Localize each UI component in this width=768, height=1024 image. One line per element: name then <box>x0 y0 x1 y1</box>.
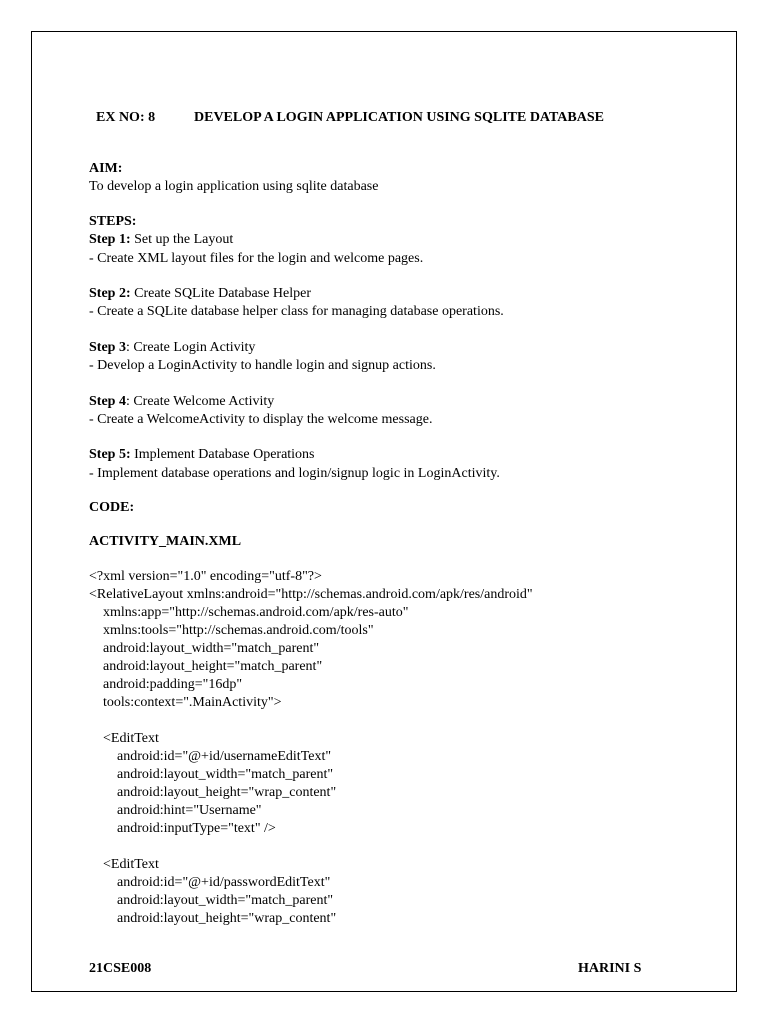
code-line: <RelativeLayout xmlns:android="http://schemas.android.com/apk/res/android" <box>89 587 533 602</box>
step-label: Step 3 <box>89 340 126 355</box>
footer-student-name: HARINI S <box>578 961 642 976</box>
code-line: android:layout_height="wrap_content" <box>89 785 337 800</box>
step-title-text: : Create Welcome Activity <box>125 394 275 409</box>
code-line: xmlns:tools="http://schemas.android.com/tools" <box>89 623 374 638</box>
exercise-title: DEVELOP A LOGIN APPLICATION USING SQLITE DATABASE <box>194 110 604 125</box>
code-line: android:padding="16dp" <box>89 677 243 692</box>
code-file-name: ACTIVITY_MAIN.XML <box>89 534 242 549</box>
code-line: android:layout_width="match_parent" <box>89 893 334 908</box>
aim-text: To develop a login application using sqlite database <box>89 179 379 194</box>
exercise-number: EX NO: 8 <box>96 110 156 125</box>
footer-roll-number: 21CSE008 <box>89 961 152 976</box>
exercise-header <box>89 94 604 126</box>
step-title-text: Create SQLite Database Helper <box>130 286 311 301</box>
code-line: tools:context=".MainActivity"> <box>89 695 282 710</box>
step-detail: - Create XML layout files for the login and welcome pages. <box>89 251 424 266</box>
code-line: android:layout_width="match_parent" <box>89 767 334 782</box>
step-detail: - Create a SQLite database helper class for managing database operations. <box>89 304 504 319</box>
step-title <box>89 446 315 464</box>
code-line-blank <box>89 712 533 730</box>
step-title <box>89 231 233 249</box>
step-title <box>89 393 274 411</box>
step-detail: - Create a WelcomeActivity to display the welcome message. <box>89 412 433 427</box>
code-line: android:id="@+id/usernameEditText" <box>89 749 332 764</box>
step-detail: - Implement database operations and login/signup logic in LoginActivity. <box>89 466 500 481</box>
code-block <box>89 568 533 928</box>
code-heading: CODE: <box>89 500 135 515</box>
step-label: Step 5: <box>89 447 131 462</box>
code-line: <EditText <box>89 731 159 746</box>
aim-heading: AIM: <box>89 161 123 176</box>
step-label: Step 1: <box>89 232 131 247</box>
code-line: <?xml version="1.0" encoding="utf-8"?> <box>89 569 322 584</box>
code-line: android:layout_width="match_parent" <box>89 641 320 656</box>
step-title <box>89 285 311 303</box>
code-line: android:hint="Username" <box>89 803 262 818</box>
step-label: Step 4 <box>89 394 126 409</box>
code-line: xmlns:app="http://schemas.android.com/apk/res-auto" <box>89 605 409 620</box>
step-title <box>89 339 255 357</box>
steps-heading: STEPS: <box>89 214 137 229</box>
code-line: android:inputType="text" /> <box>89 821 276 836</box>
step-label: Step 2: <box>89 286 131 301</box>
step-title-text: : Create Login Activity <box>125 340 256 355</box>
step-title-text: Implement Database Operations <box>130 447 315 462</box>
code-line-blank <box>89 838 533 856</box>
code-line: android:layout_height="match_parent" <box>89 659 323 674</box>
code-line: <EditText <box>89 857 159 872</box>
code-line: android:layout_height="wrap_content" <box>89 911 337 926</box>
step-detail: - Develop a LoginActivity to handle login and signup actions. <box>89 358 436 373</box>
code-line: android:id="@+id/passwordEditText" <box>89 875 331 890</box>
step-title-text: Set up the Layout <box>130 232 234 247</box>
